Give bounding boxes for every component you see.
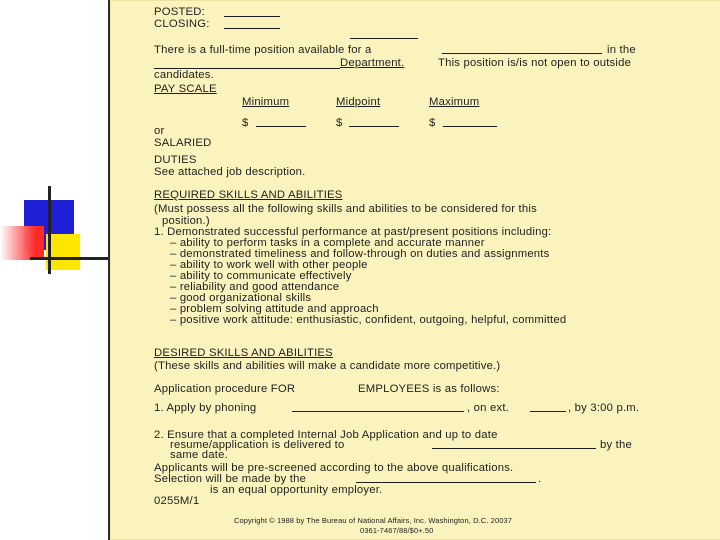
maximum-dollar: $: [429, 117, 436, 129]
salaried-text: SALARIED: [154, 137, 212, 149]
isbn-text: 0361-7467/88/$0+.50: [360, 526, 434, 535]
phone-blank: [292, 411, 464, 412]
maximum-blank: [443, 126, 497, 127]
required-bullet: – ability to communicate effectively: [170, 270, 352, 282]
deliver-to-blank: [432, 448, 596, 449]
minimum-label: Minimum: [242, 96, 290, 108]
posted-label: POSTED:: [154, 6, 205, 18]
candidates-text: candidates.: [154, 69, 214, 81]
department-label: Department.: [340, 57, 405, 69]
required-bullet: – positive work attitude: enthusiastic, confident, outgoing, helpful, committed: [170, 314, 567, 326]
decorative-vertical-line: [48, 186, 51, 274]
or-text: or: [154, 125, 165, 137]
required-note-line1: (Must possess all the following skills and abilities to be considered for this: [154, 203, 537, 215]
minimum-blank: [256, 126, 306, 127]
required-bullet: – problem solving attitude and approach: [170, 303, 379, 315]
required-bullet: – ability to work well with other people: [170, 259, 368, 271]
duties-heading: DUTIES: [154, 154, 197, 166]
required-bullet: – demonstrated timeliness and follow-through on duties and assignments: [170, 248, 550, 260]
required-bullet: – reliability and good attendance: [170, 281, 340, 293]
selection-blank: [356, 482, 536, 483]
midpoint-blank: [349, 126, 399, 127]
required-item-1: 1. Demonstrated successful performance at past/present positions including:: [154, 226, 552, 238]
midpoint-dollar: $: [336, 117, 343, 129]
intro-text-a: There is a full-time position available for a: [154, 44, 372, 56]
step2-text-b: resume/application is delivered to: [170, 439, 345, 451]
decorative-yellow-square: [46, 234, 80, 270]
decorative-red-square: [0, 226, 44, 260]
intro-text-b: in the: [607, 44, 636, 56]
prescreen-text: Applicants will be pre-screened according to the above qualifications.: [154, 462, 514, 474]
job-posting-form: [108, 0, 720, 540]
maximum-label: Maximum: [429, 96, 480, 108]
selection-text-b: .: [538, 473, 542, 485]
selection-text-a: Selection will be made by the: [154, 473, 307, 485]
step1-text-a: 1. Apply by phoning: [154, 402, 257, 414]
closing-label: CLOSING:: [154, 18, 210, 30]
copyright-text: Copyright © 1988 by The Bureau of National Affairs, Inc. Washington, D.C. 20037: [234, 516, 513, 525]
required-bullet: – ability to perform tasks in a complete and accurate manner: [170, 237, 485, 249]
equal-opportunity-text: is an equal opportunity employer.: [210, 484, 383, 496]
minimum-dollar: $: [242, 117, 249, 129]
desired-note: (These skills and abilities will make a candidate more competitive.): [154, 360, 501, 372]
step2-text-a: 2. Ensure that a completed Internal Job Application and up to date: [154, 429, 498, 441]
step1-text-c: , by 3:00 p.m.: [568, 402, 640, 414]
application-procedure-b: EMPLOYEES is as follows:: [358, 383, 500, 395]
step2-text-d: same date.: [170, 449, 228, 461]
application-procedure-a: Application procedure FOR: [154, 383, 296, 395]
desired-skills-heading: DESIRED SKILLS AND ABILITIES: [154, 347, 333, 359]
closing-blank: [224, 28, 280, 29]
decorative-horizontal-line: [30, 257, 110, 260]
form-code: 0255M/1: [154, 495, 200, 507]
pay-scale-heading: PAY SCALE: [154, 83, 217, 95]
extension-blank: [530, 411, 566, 412]
step1-text-b: , on ext.: [467, 402, 509, 414]
position-blank: [442, 53, 602, 54]
step2-text-c: by the: [600, 439, 632, 451]
required-bullet: – good organizational skills: [170, 292, 312, 304]
top-blank: [350, 38, 418, 39]
midpoint-label: Midpoint: [336, 96, 381, 108]
required-note-line2: position.): [162, 215, 210, 227]
open-text: This position is/is not open to outside: [438, 57, 632, 69]
posted-blank: [224, 16, 280, 17]
required-skills-heading: REQUIRED SKILLS AND ABILITIES: [154, 189, 343, 201]
duties-text: See attached job description.: [154, 166, 306, 178]
